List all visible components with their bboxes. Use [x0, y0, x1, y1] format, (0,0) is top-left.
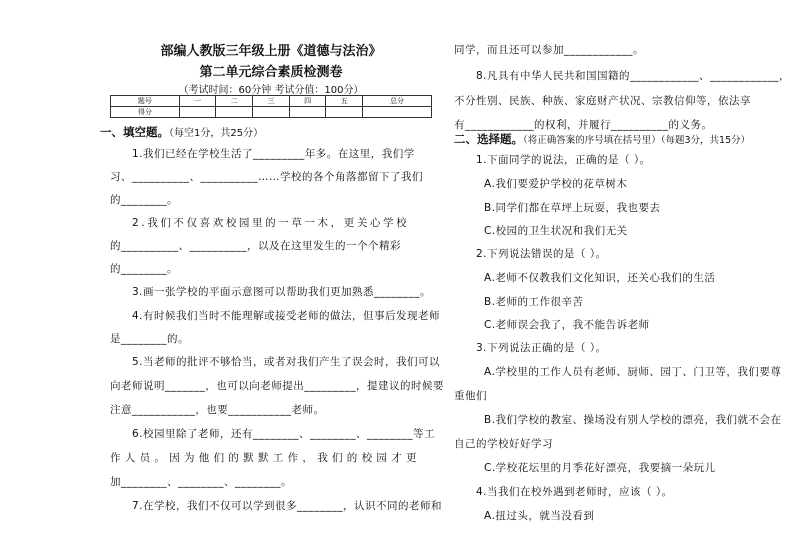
score-cell: 四 [289, 96, 326, 107]
option-line: A.我们要爱护学校的花草树木 [484, 178, 628, 190]
question-line: 加________、________、________。 [110, 476, 292, 488]
score-table-score-row [111, 107, 432, 118]
question-line: 3.下列说法正确的是（ ）。 [476, 342, 607, 354]
section-note: （每空1分，共25分） [169, 128, 264, 139]
document-subtitle: 第二单元综合素质检测卷 [199, 65, 343, 80]
score-cell: 总分 [363, 96, 432, 107]
section-heading [100, 124, 263, 140]
option-line: A.老师不仅教我们文化知识，还关心我们的生活 [484, 272, 716, 284]
question-line: 向老师说明_______，也可以向老师提出_________，提建议的时候要 [110, 380, 444, 392]
score-input-cell[interactable] [363, 107, 432, 118]
document-title: 部编人教版三年级上册《道德与法治》 [160, 44, 382, 59]
score-input-cell[interactable] [326, 107, 363, 118]
question-line: 是________的。 [110, 333, 189, 345]
score-input-cell[interactable] [179, 107, 216, 118]
question-line: 注意___________，也要___________老师。 [110, 404, 325, 416]
exam-info: （考试时间：60分钟 考试分值：100分） [178, 85, 364, 96]
option-line: B.老师的工作很辛苦 [484, 296, 584, 308]
question-line: 6.校园里除了老师，还有________、________、________等工 [132, 428, 436, 440]
option-line: C.老师误会我了，我不能告诉老师 [484, 319, 650, 331]
question-line: 的________。 [110, 194, 178, 206]
score-cell: 题号 [111, 96, 180, 107]
score-table-header-row [111, 96, 432, 107]
score-input-cell[interactable] [253, 107, 290, 118]
question-line: 习、__________、__________……学校的各个角落都留下了我们 [110, 171, 423, 183]
score-cell: 五 [326, 96, 363, 107]
score-cell: 二 [216, 96, 253, 107]
section-title: 一、填空题。 [100, 125, 169, 139]
option-line: B.我们学校的教室、操场没有别人学校的漂亮，我们就不会在 [484, 414, 782, 426]
score-cell: 得分 [111, 107, 180, 118]
score-input-cell[interactable] [289, 107, 326, 118]
section-note: （将正确答案的序号填在括号里）（每题3分，共15分） [523, 135, 751, 146]
score-cell: 一 [179, 96, 216, 107]
section-heading [454, 131, 750, 147]
option-line: A.学校里的工作人员有老师、厨师、园丁、门卫等，我们要尊 [484, 366, 782, 378]
question-line: 有____________的权利，并履行__________的义务。 [454, 119, 713, 131]
option-line: C.学校花坛里的月季花好漂亮，我要摘一朵玩儿 [484, 462, 716, 474]
question-line: 2.下列说法错误的是（ ）。 [476, 248, 607, 260]
question-line: 的__________、__________，以及在这里发生的一个个精彩 [110, 240, 401, 252]
score-cell: 三 [253, 96, 290, 107]
question-line: 4.有时候我们当时不能理解或接受老师的做法，但事后发现老师 [132, 310, 441, 322]
question-line: 3.画一张学校的平面示意图可以帮助我们更加熟悉________。 [132, 286, 432, 298]
question-line: 作人员。因为他们的默默工作，我们的校园才更 [110, 452, 421, 464]
question-line: 1.我们已经在学校生活了_________年多。在这里，我们学 [132, 148, 415, 160]
question-line: 4.当我们在校外遇到老师时，应该（ ）。 [476, 486, 673, 498]
question-line: 5.当老师的批评不够恰当，或者对我们产生了误会时，我们可以 [132, 356, 441, 368]
question-line: 的________。 [110, 263, 178, 275]
score-input-cell[interactable] [216, 107, 253, 118]
question-line: 同学，而且还可以参加____________。 [454, 44, 644, 56]
option-line: 重他们 [454, 390, 487, 402]
question-line: 1.下面同学的说法，正确的是（ ）。 [476, 154, 651, 166]
question-line: 7.在学校，我们不仅可以学到很多________，认识不同的老师和 [132, 500, 443, 512]
option-line: B.同学们都在草坪上玩耍，我也要去 [484, 202, 661, 214]
option-line: C.校园的卫生状况和我们无关 [484, 225, 628, 237]
question-line: 不分性别、民族、种族、家庭财产状况、宗教信仰等，依法享 [454, 95, 751, 107]
option-line: A.扭过头，就当没看到 [484, 510, 595, 522]
option-line: 自己的学校好好学习 [454, 438, 553, 450]
question-line: 2.我们不仅喜欢校园里的一草一木，更关心学校 [132, 217, 410, 229]
section-title: 二、选择题。 [454, 132, 523, 146]
question-line: 8.凡具有中华人民共和国国籍的____________、____________， [476, 70, 791, 82]
score-table [110, 95, 432, 118]
